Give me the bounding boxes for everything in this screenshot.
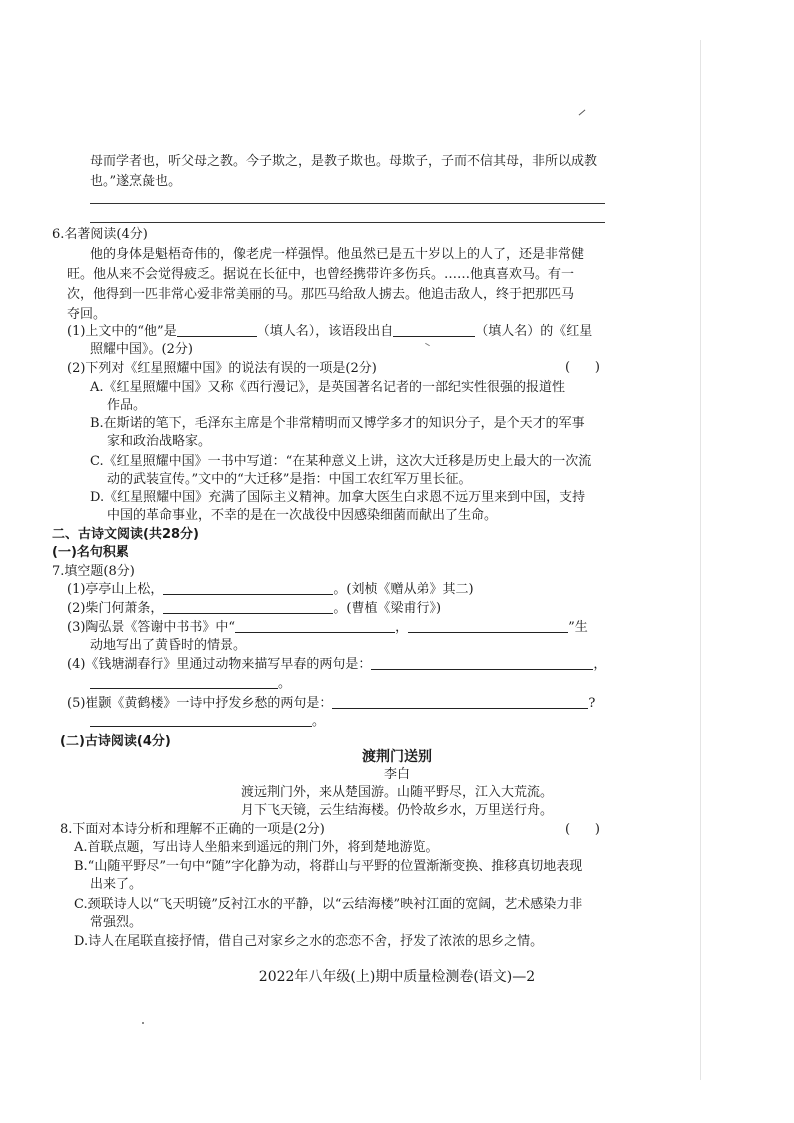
- q6-sub1-line2: 照耀中国》。(2分): [90, 342, 193, 357]
- q6-sub2-stem: (2)下列对《红星照耀中国》的说法有误的一项是(2分): [67, 361, 377, 376]
- q7-item4: [67, 656, 606, 674]
- poem-line-1: 渡远荆门外，来从楚国游。山随平野尽，江入大荒流。: [240, 785, 553, 800]
- q6-answer-paren[interactable]: ( ): [565, 360, 600, 375]
- q7-item5-question: ?: [588, 696, 596, 711]
- q7-item4-period: 。: [278, 676, 292, 691]
- q6-passage-2: 旺。他从来不会觉得疲乏。据说在长征中，也曾经携带许多伤兵。……他真喜欢马。有一: [67, 267, 575, 282]
- q6-option-c-2: 动的武装宣传。”文中的“大迁移”是指：中国工农红军万里长征。: [107, 472, 472, 487]
- q7-item4-blank-1[interactable]: [371, 656, 593, 670]
- q7-item3-blank-1[interactable]: [235, 619, 395, 633]
- q6-option-b-1: B.在斯诺的笔下，毛泽东主席是个非常精明而又博学多才的知识分子，是个天才的军事: [90, 416, 585, 431]
- section2-heading: 二、古诗文阅读(共28分): [52, 527, 199, 542]
- page-footer: 2022年八年级(上)期中质量检测卷(语文)—2: [258, 969, 536, 985]
- q7-item4-line2: [90, 675, 291, 693]
- q7-item5-blank-1[interactable]: [332, 695, 588, 709]
- q7-item3-text: (3)陶弘景《答谢中书书》中“: [67, 620, 236, 635]
- section2-part2: (二)古诗阅读(4分): [60, 734, 171, 749]
- q6-option-d-1: D.《红星照耀中国》充满了国际主义精神。加拿大医生白求恩不远万里来到中国，支持: [90, 490, 586, 505]
- q6-heading: 6.名著阅读(4分): [52, 227, 148, 242]
- pen-mark-small: [425, 343, 430, 346]
- q6-option-d-2: 中国的革命事业，不幸的是在一次战役中因感染细菌而献出了生命。: [107, 508, 498, 523]
- q6-option-a-1: A.《红星照耀中国》又称《西行漫记》，是英国著名记者的一部纪实性很强的报道性: [90, 380, 566, 395]
- q8-option-b-1: B.“山随平野尽”一句中“随”字化静为动，将群山与平野的位置渐渐变换、推移真切地表现: [74, 859, 583, 874]
- q7-item1-text: (1)亭亭山上松，: [67, 582, 164, 597]
- q6-sub1-text-c: （填人名）的《红星: [475, 324, 593, 339]
- q7-item3-cont: 动地写出了黄昏时的情景。: [90, 638, 247, 653]
- scan-dot: [142, 1022, 144, 1024]
- q6-passage-4: 夺回。: [67, 307, 107, 322]
- q7-item5-line2: [90, 713, 325, 731]
- q7-item5-period: 。: [312, 714, 326, 729]
- poem-title: 渡荆门送别: [362, 749, 432, 765]
- q6-option-a-2: 作品。: [107, 398, 147, 413]
- q6-option-c-1: C.《红星照耀中国》一书中写道：“在某种意义上讲，这次大迁移是历史上最大的一次流: [90, 454, 592, 469]
- q7-item3: [67, 619, 588, 637]
- q7-item4-text: (4)《钱塘湖春行》里通过动物来描写早春的两句是：: [67, 657, 372, 672]
- q7-item5-text: (5)崔颢《黄鹤楼》一诗中抒发乡愁的两句是：: [67, 696, 333, 711]
- q6-sub1-text-a: (1)上文中的“他”是: [67, 324, 177, 339]
- q7-item3-blank-2[interactable]: [408, 619, 568, 633]
- q6-option-b-2: 家和政治战略家。: [107, 434, 212, 449]
- intro-line-2: 也。”遂烹彘也。: [90, 174, 182, 189]
- q6-passage-1: 他的身体是魁梧奇伟的，像老虎一样强悍。他虽然已是五十岁以上的人了，还是非常健: [90, 247, 585, 262]
- q7-item5: [67, 695, 595, 713]
- q7-item3-comma: ，: [395, 620, 409, 635]
- q8-option-d: D.诗人在尾联直接抒情，借自己对家乡之水的恋恋不舍，抒发了浓浓的思乡之情。: [74, 934, 544, 949]
- answer-line-2[interactable]: [90, 222, 605, 223]
- q7-item4-blank-2[interactable]: [90, 675, 278, 689]
- q7-item2-source: 。(曹植《梁甫行》): [333, 601, 442, 616]
- q8-option-a: A.首联点题，写出诗人坐船来到遥远的荆门外，将到楚地游览。: [74, 840, 439, 855]
- q7-item3-quote-end: ”生: [568, 620, 588, 635]
- q7-item5-blank-2[interactable]: [90, 713, 312, 727]
- intro-line-1: 母而学者也，听父母之教。今子欺之，是教子欺也。母欺子，子而不信其母，非所以成教: [90, 154, 598, 169]
- q7-item2: [67, 600, 441, 618]
- page-edge-shadow: [700, 40, 701, 1080]
- q8-stem: 8.下面对本诗分析和理解不正确的一项是(2分): [60, 822, 325, 837]
- q7-item1: [67, 581, 474, 599]
- q6-passage-3: 次，他得到一匹非常心爱非常美丽的马。那匹马给敌人掳去。他追击敌人，终于把那匹马: [67, 287, 575, 302]
- poem-author: 李白: [383, 767, 410, 782]
- q8-answer-paren[interactable]: ( ): [565, 822, 600, 837]
- q7-item1-blank[interactable]: [163, 581, 333, 595]
- q7-item1-source: 。(刘桢《赠从弟》其二): [333, 582, 474, 597]
- q6-sub1-line1: [67, 323, 592, 341]
- q8-option-c-1: C.颈联诗人以“飞天明镜”反衬江水的平静，以“云结海楼”映衬江面的宽阔，艺术感染力非: [74, 897, 583, 912]
- q7-heading: 7.填空题(8分): [52, 564, 135, 579]
- q7-item4-comma: ，: [593, 657, 607, 672]
- section2-part1: (一)名句积累: [52, 545, 129, 560]
- q8-option-b-2: 出来了。: [90, 877, 143, 892]
- q7-item2-text: (2)柴门何萧条，: [67, 601, 164, 616]
- poem-line-2: 月下飞天镜，云生结海楼。仍怜故乡水，万里送行舟。: [240, 803, 553, 818]
- pen-mark: [579, 110, 586, 116]
- q7-item2-blank[interactable]: [163, 600, 333, 614]
- answer-line-1[interactable]: [90, 203, 605, 204]
- q6-sub1-blank-1[interactable]: [177, 323, 257, 337]
- q6-sub1-text-b: （填人名），该语段出自: [256, 324, 394, 339]
- q6-sub1-blank-2[interactable]: [393, 323, 475, 337]
- q8-option-c-2: 常强烈。: [90, 915, 143, 930]
